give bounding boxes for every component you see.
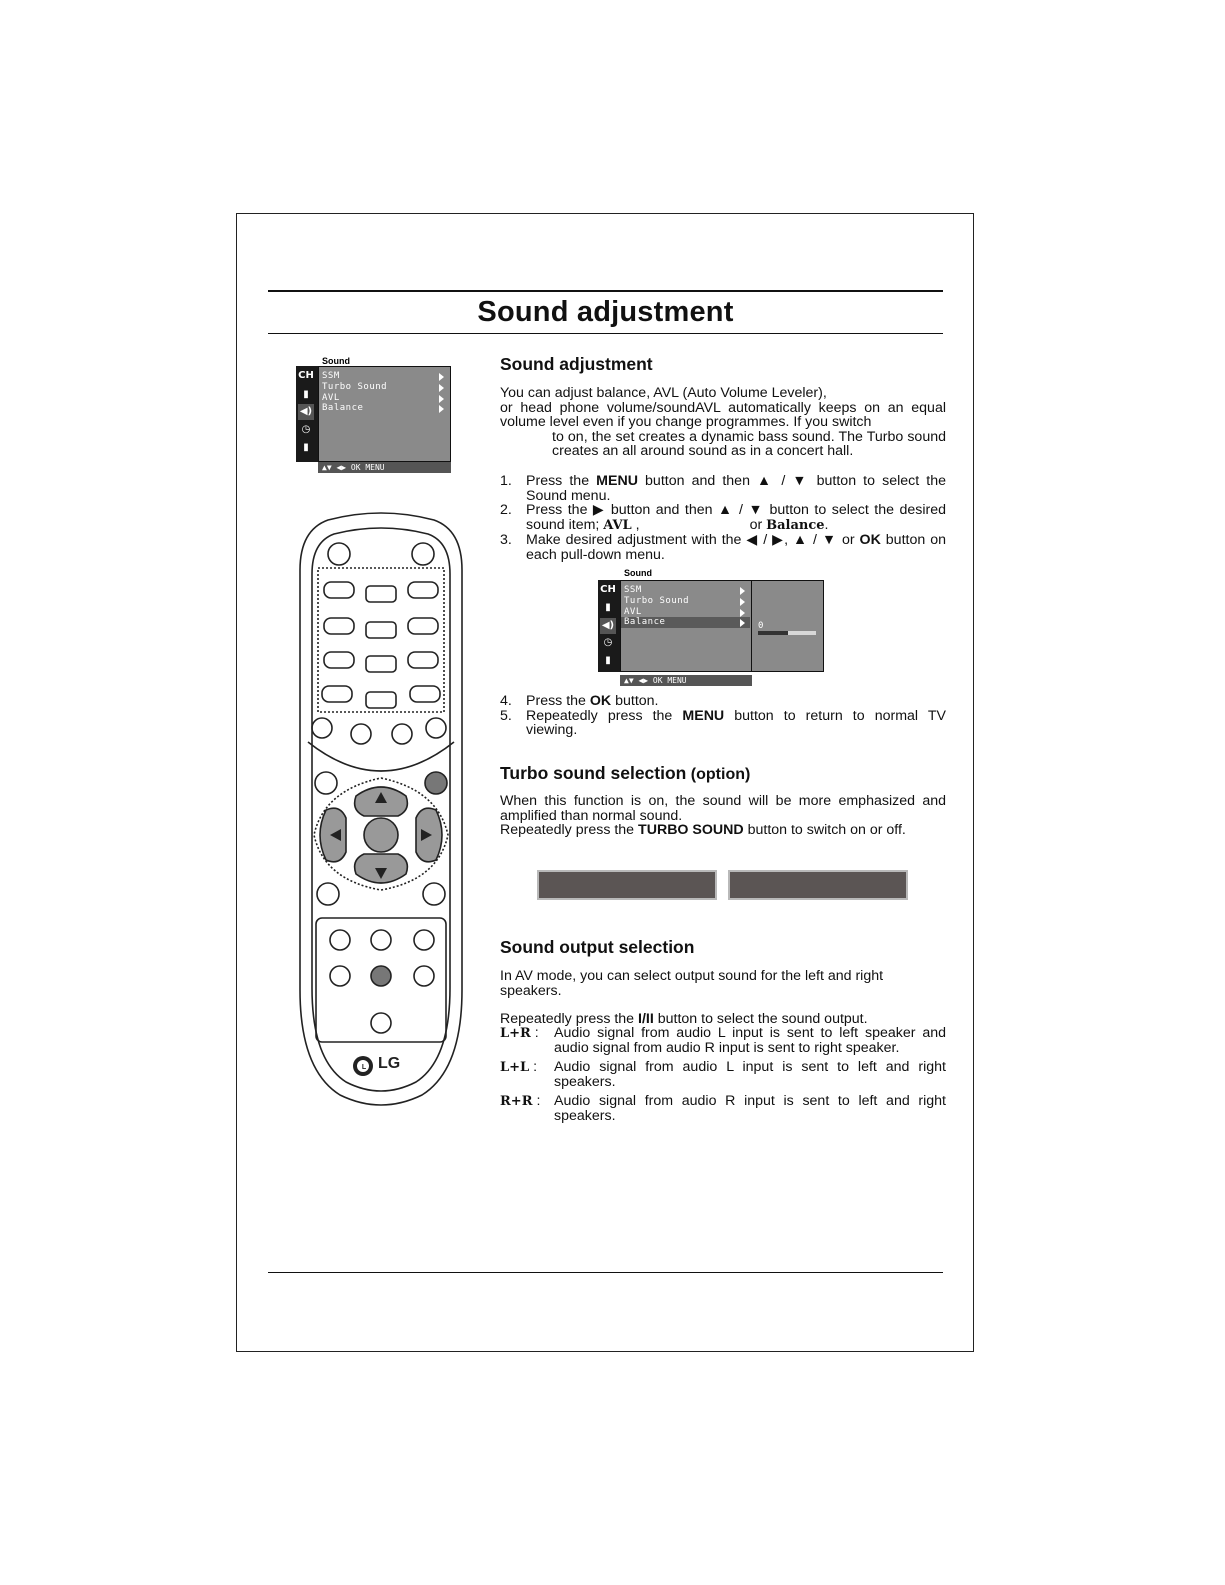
osd-sidebar bbox=[296, 366, 318, 462]
balance-panel bbox=[751, 580, 824, 672]
chevron-right-icon bbox=[439, 384, 444, 392]
intro-line: You can adjust balance, AVL (Auto Volume Leveler), bbox=[500, 385, 827, 401]
sound-intro bbox=[500, 386, 946, 459]
chevron-right-icon bbox=[439, 395, 444, 403]
section-heading-sound: Sound adjustment bbox=[500, 354, 653, 374]
step-key: AVL bbox=[603, 517, 632, 533]
osd-item-avl[interactable]: AVL bbox=[322, 393, 340, 403]
output-key: I/II bbox=[638, 1011, 654, 1027]
mode-term: L+L bbox=[500, 1060, 530, 1076]
mode-colon: : bbox=[529, 1059, 538, 1076]
balance-bar-right[interactable] bbox=[788, 631, 816, 635]
round-button bbox=[414, 966, 434, 986]
output-modes bbox=[500, 1026, 946, 1129]
step-text: , bbox=[631, 516, 640, 533]
turbo-text: Repeatedly press the bbox=[500, 822, 639, 839]
step-key: Balance bbox=[766, 517, 825, 533]
section-heading-output: Sound output selection bbox=[500, 937, 695, 957]
output-mode-ll bbox=[500, 1060, 946, 1089]
round-button bbox=[371, 930, 391, 950]
step-2 bbox=[500, 503, 946, 533]
title-rule-top bbox=[268, 290, 943, 292]
round-button bbox=[414, 930, 434, 950]
chevron-right-icon bbox=[740, 609, 745, 617]
step-text: button on each pull-down menu. bbox=[526, 532, 946, 563]
ok-button bbox=[364, 818, 398, 852]
lg-logo bbox=[353, 1056, 373, 1076]
i-ii-button bbox=[371, 966, 391, 986]
clock-icon: ◷ bbox=[603, 637, 613, 648]
output-text: Repeatedly press the bbox=[500, 1011, 639, 1027]
turbo-text: button to switch on or off. bbox=[743, 822, 906, 839]
osd-item-turbo-sound[interactable]: Turbo Sound bbox=[322, 382, 388, 392]
mode-description: Audio signal from audio L input is sent to left and right speakers. bbox=[554, 1059, 946, 1090]
page-title: Sound adjustment bbox=[477, 296, 734, 328]
round-button bbox=[330, 930, 350, 950]
osd-item-ssm[interactable]: SSM bbox=[322, 371, 340, 381]
step-3 bbox=[500, 533, 946, 562]
chevron-right-icon bbox=[740, 587, 745, 595]
osd-sidebar bbox=[598, 580, 620, 672]
step-1 bbox=[500, 474, 946, 503]
osd-item-turbo-sound[interactable]: Turbo Sound bbox=[624, 596, 690, 606]
speaker-icon: ◀) bbox=[298, 404, 314, 420]
sound-steps bbox=[500, 474, 946, 563]
speaker-icon: ◀) bbox=[600, 618, 616, 634]
intro-line: or head phone volume/soundAVL automatically keeps on an equal volume level even if you change programmes. If you switch bbox=[500, 399, 946, 431]
number-pad-group bbox=[318, 568, 444, 712]
output-mode-lr bbox=[500, 1026, 946, 1055]
section-heading-turbo bbox=[500, 763, 750, 784]
turbo-off-display bbox=[537, 870, 717, 900]
round-button bbox=[312, 718, 332, 738]
output-text: button to select the sound output. bbox=[653, 1011, 868, 1027]
round-button bbox=[330, 966, 350, 986]
heading-option: (option) bbox=[686, 766, 751, 783]
remote-divider bbox=[308, 742, 454, 771]
channel-icon: CH bbox=[600, 584, 616, 595]
step-text: . bbox=[824, 516, 829, 533]
footer-rule bbox=[268, 1272, 943, 1273]
round-button bbox=[317, 883, 339, 905]
turbo-text: When this function is on, the sound will be more emphasized and amplified than normal sound. bbox=[500, 793, 946, 824]
osd-item-balance[interactable]: Balance bbox=[624, 617, 666, 627]
output-mode-rr bbox=[500, 1094, 946, 1123]
power-button bbox=[328, 543, 350, 565]
turbo-description bbox=[500, 794, 946, 838]
step-number: 4. bbox=[500, 693, 512, 709]
round-button bbox=[392, 724, 412, 744]
step-number: 1. bbox=[500, 473, 512, 489]
menu-button bbox=[315, 772, 337, 794]
step-text: Repeatedly press the bbox=[526, 707, 683, 724]
balance-value: 0 bbox=[758, 621, 764, 631]
mode-description: Audio signal from audio L input is sent to left speaker and audio signal from audio R input is sent to right speaker. bbox=[554, 1025, 946, 1056]
turbo-on-display bbox=[728, 870, 908, 900]
step-text: Press the ▶ button and then ▲ / ▼ button to select the desired sound item; bbox=[526, 502, 946, 533]
turbo-key: TURBO SOUND bbox=[638, 822, 744, 839]
osd-menu-body bbox=[620, 580, 752, 672]
output-intro: In AV mode, you can select output sound for the left and right speakers. bbox=[500, 968, 884, 999]
step-text: Press the bbox=[526, 473, 597, 489]
round-button bbox=[423, 883, 445, 905]
step-text: Press the bbox=[526, 693, 590, 709]
clock-icon: ◷ bbox=[301, 424, 311, 435]
osd-footer: ▲▼ ◀▶ OK MENU bbox=[318, 462, 451, 473]
balance-bar-left bbox=[758, 631, 788, 635]
osd-title: Sound bbox=[624, 568, 652, 578]
osd-item-ssm[interactable]: SSM bbox=[624, 585, 642, 595]
mode-colon: : bbox=[532, 1093, 541, 1110]
picture-icon: ▮ bbox=[605, 602, 611, 613]
mode-description: Audio signal from audio R input is sent to left and right speakers. bbox=[554, 1093, 946, 1124]
lock-icon: ▮ bbox=[605, 655, 611, 666]
step-key: MENU bbox=[596, 473, 638, 489]
sound-steps-cont bbox=[500, 694, 946, 738]
step-text: button. bbox=[611, 693, 659, 709]
step-text: Make desired adjustment with the ◀ / ▶, ▲ / ▼ or bbox=[526, 532, 860, 549]
intro-line: to on, the set creates a dynamic bass sound. The Turbo sound creates an all around sound as in a concert hall. bbox=[552, 428, 946, 460]
step-number: 2. bbox=[500, 502, 512, 519]
heading-text: Turbo sound selection bbox=[500, 763, 687, 783]
turbo-sound-button bbox=[425, 772, 447, 794]
lock-icon: ▮ bbox=[303, 442, 309, 453]
channel-icon: CH bbox=[298, 370, 314, 381]
osd-title: Sound bbox=[322, 356, 350, 366]
step-key: MENU bbox=[682, 707, 725, 724]
remote-control-illustration bbox=[298, 510, 464, 1110]
osd-item-balance[interactable]: Balance bbox=[322, 403, 364, 413]
osd-footer: ▲▼ ◀▶ OK MENU bbox=[620, 675, 752, 686]
round-button bbox=[426, 718, 446, 738]
step-4 bbox=[500, 694, 946, 709]
picture-icon: ▮ bbox=[303, 389, 309, 400]
osd-item-avl[interactable]: AVL bbox=[624, 607, 642, 617]
step-text: or bbox=[749, 516, 767, 533]
step-text: button and then ▲ / ▼ button to select the Sound menu. bbox=[526, 473, 946, 504]
number-pad bbox=[322, 582, 440, 708]
step-key: OK bbox=[589, 693, 612, 709]
mode-term: R+R bbox=[500, 1094, 533, 1110]
step-5 bbox=[500, 709, 946, 738]
mode-colon: : bbox=[530, 1025, 539, 1041]
title-rule-bottom bbox=[268, 333, 943, 334]
step-text: button to return to normal TV viewing. bbox=[526, 707, 946, 739]
chevron-right-icon bbox=[740, 598, 745, 606]
step-number: 3. bbox=[500, 532, 512, 549]
input-button bbox=[412, 543, 434, 565]
brand-logo-text: LG bbox=[378, 1055, 401, 1072]
round-button bbox=[351, 724, 371, 744]
round-button bbox=[371, 1013, 391, 1033]
osd-menu-body bbox=[318, 366, 451, 462]
mode-term: L+R bbox=[500, 1026, 531, 1041]
step-key: OK bbox=[859, 532, 881, 549]
chevron-right-icon bbox=[439, 405, 444, 413]
step-number: 5. bbox=[500, 707, 512, 724]
chevron-right-icon bbox=[740, 619, 745, 627]
svg-text:L: L bbox=[361, 1064, 367, 1071]
chevron-right-icon bbox=[439, 373, 444, 381]
